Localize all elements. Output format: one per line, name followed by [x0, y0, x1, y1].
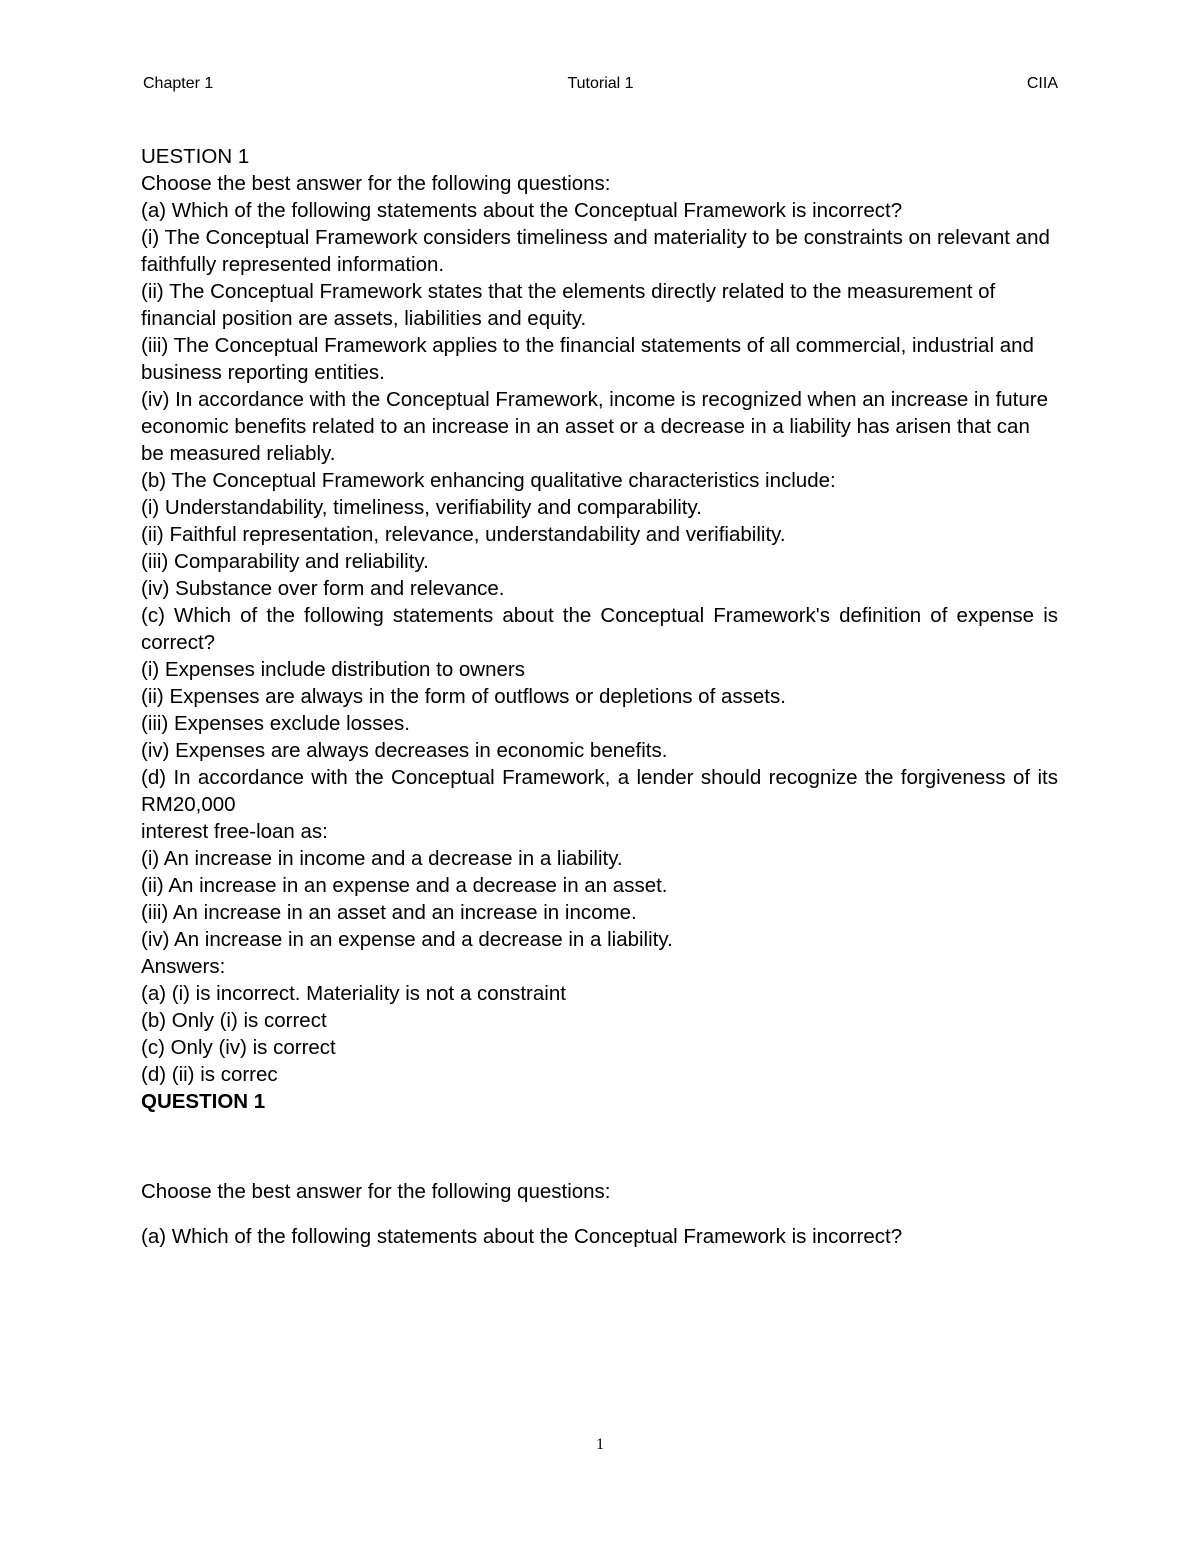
- question-d-cont: interest free-loan as:: [141, 820, 328, 843]
- spacer: [141, 1115, 1058, 1178]
- option-d-ii: (ii) An increase in an expense and a decrease in an asset.: [141, 874, 668, 897]
- option-a-iv-cont: economic benefits related to an increase in an asset or a decrease in a liability has arisen that can: [141, 415, 1030, 438]
- option-c-ii: (ii) Expenses are always in the form of outflows or depletions of assets.: [141, 685, 786, 708]
- header-tutorial: Tutorial 1: [567, 75, 634, 92]
- option-d-iv: (iv) An increase in an expense and a decrease in a liability.: [141, 928, 673, 951]
- instructions-repeat: Choose the best answer for the following questions:: [141, 1180, 611, 1203]
- question-a: (a) Which of the following statements about the Conceptual Framework is incorrect?: [141, 199, 903, 222]
- question-heading-partial: UESTION 1: [141, 145, 250, 168]
- question-heading: QUESTION 1: [141, 1090, 266, 1113]
- option-b-iii: (iii) Comparability and reliability.: [141, 550, 429, 573]
- option-a-i: (i) The Conceptual Framework considers timeliness and materiality to be constraints on relevant and: [141, 226, 1050, 249]
- option-b-i: (i) Understandability, timeliness, verifiability and comparability.: [141, 496, 702, 519]
- page-header: [143, 75, 1058, 99]
- answer-a: (a) (i) is incorrect. Materiality is not a constraint: [141, 982, 566, 1005]
- question-d: (d) In accordance with the Conceptual Framework, a lender should recognize the forgiveness of its RM20,000: [141, 766, 1058, 816]
- option-a-iv-cont2: be measured reliably.: [141, 442, 336, 465]
- answers-heading: Answers:: [141, 955, 226, 978]
- spacer: [141, 1205, 1058, 1223]
- page-number: 1: [596, 1436, 604, 1453]
- option-c-i: (i) Expenses include distribution to owners: [141, 658, 525, 681]
- instructions: Choose the best answer for the following questions:: [141, 172, 611, 195]
- option-c-iv: (iv) Expenses are always decreases in economic benefits.: [141, 739, 668, 762]
- option-a-ii-cont: financial position are assets, liabilities and equity.: [141, 307, 587, 330]
- option-d-iii: (iii) An increase in an asset and an increase in income.: [141, 901, 637, 924]
- option-d-i: (i) An increase in income and a decrease in a liability.: [141, 847, 623, 870]
- answer-d: (d) (ii) is correc: [141, 1063, 278, 1086]
- option-a-iii-cont: business reporting entities.: [141, 361, 385, 384]
- question-a-repeat: (a) Which of the following statements about the Conceptual Framework is incorrect?: [141, 1225, 903, 1248]
- header-course: CIIA: [1026, 75, 1058, 92]
- question-c: (c) Which of the following statements about the Conceptual Framework's definition of expense is correct?: [141, 604, 1058, 654]
- header-chapter: Chapter 1: [143, 75, 214, 92]
- option-a-ii: (ii) The Conceptual Framework states that the elements directly related to the measurement of: [141, 280, 996, 303]
- option-b-ii: (ii) Faithful representation, relevance, understandability and verifiability.: [141, 523, 786, 546]
- question-b: (b) The Conceptual Framework enhancing qualitative characteristics include:: [141, 469, 836, 492]
- document-body: [141, 143, 1058, 1250]
- option-a-iv: (iv) In accordance with the Conceptual Framework, income is recognized when an increase in future: [141, 388, 1048, 411]
- option-c-iii: (iii) Expenses exclude losses.: [141, 712, 410, 735]
- option-b-iv: (iv) Substance over form and relevance.: [141, 577, 505, 600]
- answer-c: (c) Only (iv) is correct: [141, 1036, 336, 1059]
- option-a-i-cont: faithfully represented information.: [141, 253, 445, 276]
- answer-b: (b) Only (i) is correct: [141, 1009, 327, 1032]
- option-a-iii: (iii) The Conceptual Framework applies to the financial statements of all commercial, industrial and: [141, 334, 1034, 357]
